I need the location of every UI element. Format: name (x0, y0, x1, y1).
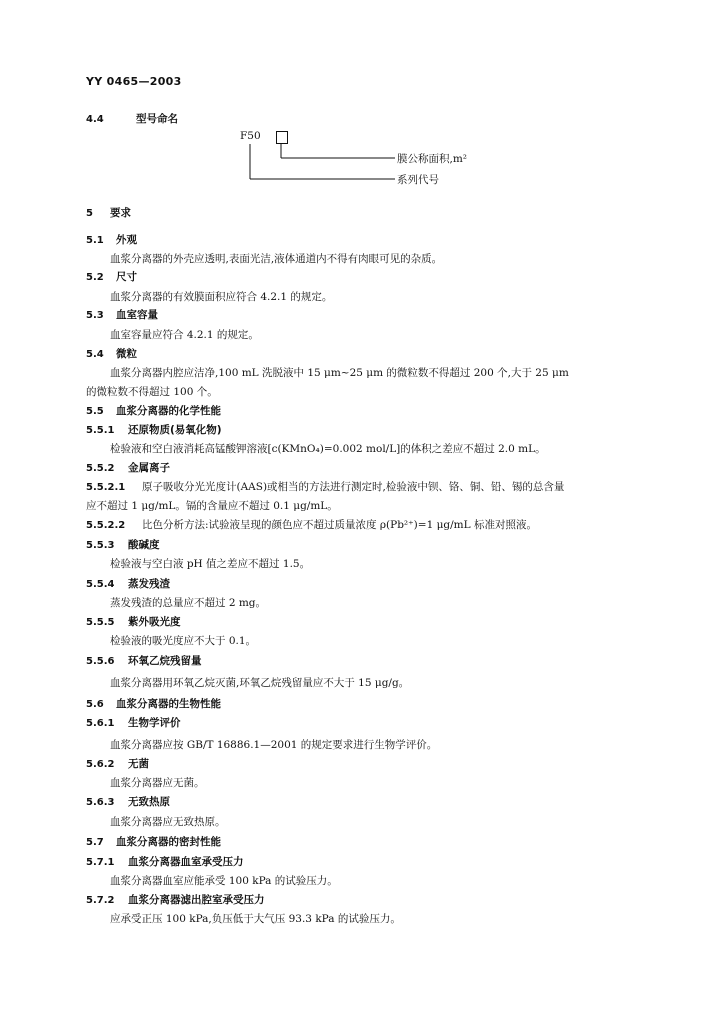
section-5-7-heading (86, 835, 221, 850)
section-number: 5.7 (86, 837, 104, 848)
section-number: 5.5.2.1 (86, 482, 126, 493)
section-5-5-1-heading (86, 423, 222, 438)
model-code: F50 (240, 130, 261, 142)
section-5-2-text: 血浆分离器的有效膜面积应符合 4.2.1 的规定。 (110, 291, 333, 303)
section-title: 无菌 (128, 758, 149, 770)
section-number: 4.4 (86, 114, 104, 125)
area-placeholder-box (276, 131, 288, 144)
section-number: 5.3 (86, 310, 104, 321)
section-number: 5.6.1 (86, 718, 115, 729)
section-5-6-heading (86, 697, 221, 712)
section-5-5-2-1-line1 (86, 480, 564, 495)
section-number: 5.5.6 (86, 656, 115, 667)
section-title: 环氧乙烷残留量 (128, 655, 202, 667)
section-5-5-3-text: 检验液与空白液 pH 值之差应不超过 1.5。 (110, 558, 311, 570)
section-5-5-5-text: 检验液的吸光度应不大于 0.1。 (110, 635, 257, 647)
model-naming-diagram (240, 128, 540, 188)
section-5-3-heading (86, 308, 158, 323)
section-number: 5.4 (86, 349, 104, 360)
section-title: 酸碱度 (128, 539, 160, 551)
section-5-4-text-line2: 的微粒数不得超过 100 个。 (86, 386, 218, 398)
section-title: 尺寸 (116, 271, 137, 283)
section-title: 要求 (110, 207, 131, 219)
section-number: 5.5.2.2 (86, 520, 126, 531)
section-title: 外观 (116, 234, 137, 246)
section-5-6-2-text: 血浆分离器应无菌。 (110, 777, 205, 789)
section-title: 紫外吸光度 (128, 616, 181, 628)
section-title: 还原物质(易氧化物) (128, 424, 222, 436)
section-5-4-heading (86, 347, 137, 362)
section-5-5-6-heading (86, 654, 202, 669)
section-title: 型号命名 (136, 113, 178, 125)
section-5-6-1-heading (86, 716, 181, 731)
paragraph-text: 原子吸收分光光度计(AAS)或相当的方法进行测定时,检验液中钡、铬、铜、铅、锡的总含量 (142, 481, 565, 493)
section-number: 5.5.2 (86, 463, 115, 474)
section-number: 5.6 (86, 699, 104, 710)
section-5-5-heading (86, 404, 221, 419)
section-5-3-text: 血室容量应符合 4.2.1 的规定。 (110, 329, 259, 341)
section-5-5-5-heading (86, 615, 181, 630)
section-number: 5.5 (86, 406, 104, 417)
section-title: 无致热原 (128, 796, 170, 808)
section-number: 5.6.2 (86, 759, 115, 770)
section-title: 血浆分离器血室承受压力 (128, 856, 244, 868)
section-number: 5.2 (86, 272, 104, 283)
section-5-heading (86, 206, 131, 221)
section-5-7-2-heading (86, 893, 265, 908)
section-number: 5.7.2 (86, 895, 115, 906)
section-number: 5.5.3 (86, 540, 115, 551)
section-title: 生物学评价 (128, 717, 181, 729)
membrane-area-label: 膜公称面积,m² (397, 153, 468, 165)
section-5-1-text: 血浆分离器的外壳应透明,表面光洁,液体通道内不得有肉眼可见的杂质。 (110, 253, 443, 265)
series-code-label: 系列代号 (397, 174, 439, 186)
section-5-5-6-text: 血浆分离器用环氧乙烷灭菌,环氧乙烷残留量应不大于 15 μg/g。 (110, 677, 410, 689)
section-5-5-4-heading (86, 577, 170, 592)
section-title: 血浆分离器的生物性能 (116, 698, 221, 710)
section-title: 血浆分离器滤出腔室承受压力 (128, 894, 265, 906)
section-4-4-heading (86, 112, 178, 127)
section-5-6-2-heading (86, 757, 149, 772)
section-number: 5.5.4 (86, 579, 115, 590)
section-5-2-heading (86, 270, 137, 285)
section-number: 5 (86, 208, 93, 219)
section-5-5-4-text: 蒸发残渣的总量应不超过 2 mg。 (110, 597, 267, 609)
section-5-6-1-text: 血浆分离器应按 GB/T 16886.1—2001 的规定要求进行生物学评价。 (110, 739, 438, 751)
section-5-7-1-text: 血浆分离器血室应能承受 100 kPa 的试验压力。 (110, 875, 338, 887)
paragraph-text: 比色分析方法:试验液呈现的颜色应不超过质量浓度 ρ(Pb²⁺)=1 μg/mL 标准对照液。 (142, 519, 537, 531)
section-title: 血室容量 (116, 309, 158, 321)
section-5-5-2-heading (86, 461, 170, 476)
section-5-6-3-text: 血浆分离器应无致热原。 (110, 816, 226, 828)
section-5-7-1-heading (86, 855, 244, 870)
section-title: 血浆分离器的化学性能 (116, 405, 221, 417)
section-title: 血浆分离器的密封性能 (116, 836, 221, 848)
section-5-7-2-text: 应承受正压 100 kPa,负压低于大气压 93.3 kPa 的试验压力。 (110, 913, 401, 925)
section-number: 5.5.1 (86, 425, 115, 436)
section-title: 蒸发残渣 (128, 578, 170, 590)
section-5-5-3-heading (86, 538, 160, 553)
standard-number-header: YY 0465—2003 (86, 75, 182, 88)
section-5-5-2-2-line (86, 518, 537, 533)
section-5-5-2-1-line2: 应不超过 1 μg/mL。镉的含量应不超过 0.1 μg/mL。 (86, 500, 338, 512)
section-5-5-1-text: 检验液和空白液消耗高锰酸钾溶液[c(KMnO₄)=0.002 mol/L]的体积之差应不超过 2.0 mL。 (110, 443, 546, 455)
section-5-4-text-line1: 血浆分离器内腔应洁净,100 mL 洗脱液中 15 μm~25 μm 的微粒数不得超过 200 个,大于 25 μm (110, 367, 569, 379)
section-title: 金属离子 (128, 462, 170, 474)
section-5-1-heading (86, 233, 137, 248)
section-title: 微粒 (116, 348, 137, 360)
section-number: 5.7.1 (86, 857, 115, 868)
section-number: 5.6.3 (86, 797, 115, 808)
section-number: 5.1 (86, 235, 104, 246)
section-5-6-3-heading (86, 795, 170, 810)
section-number: 5.5.5 (86, 617, 115, 628)
